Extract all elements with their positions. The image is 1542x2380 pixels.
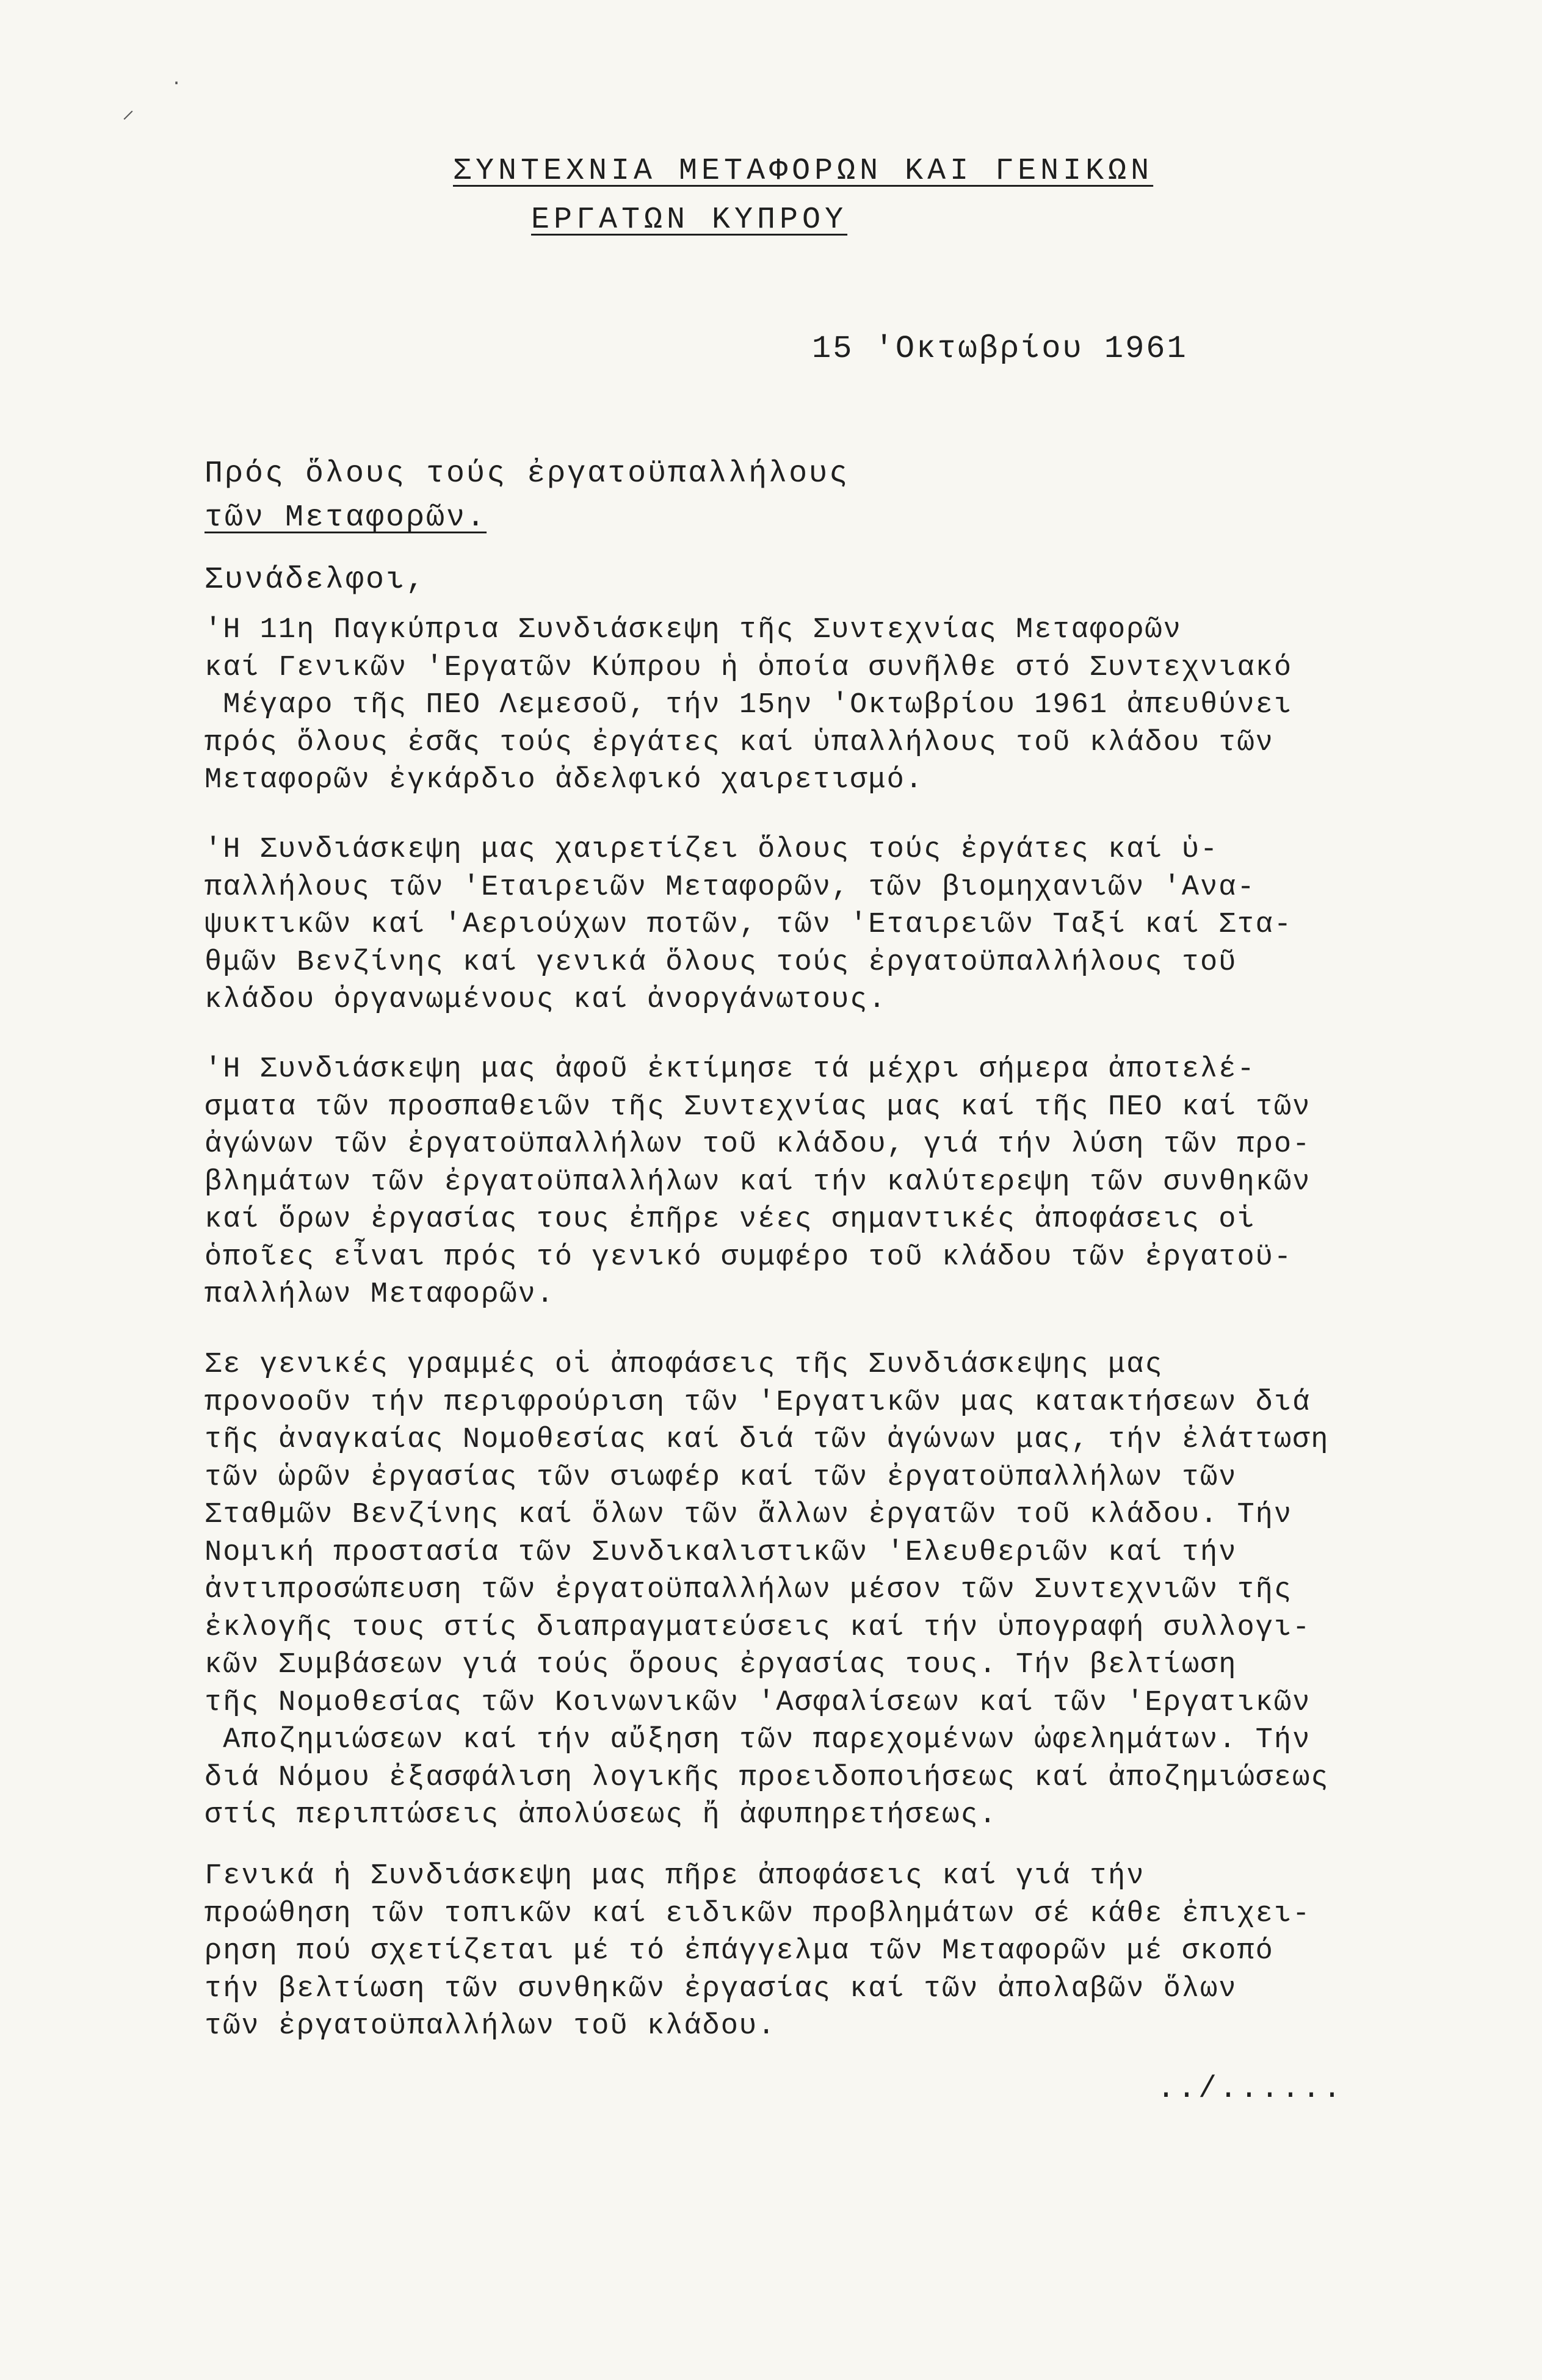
salutation: Συνάδελφοι, xyxy=(205,563,427,597)
body-paragraph-2: 'Η Συνδιάσκεψη μας χαιρετίζει ὅλους τούς ἐργάτες καί ὑ- παλλήλους τῶν 'Εταιρειῶν Μεταφορῶν, τῶν βιομηχανιῶν 'Ανα- ψυκτικῶν καί 'Αεριούχων ποτῶν, τῶν 'Εταιρειῶν Ταξί καί Στα- θμῶν Βενζίνης καί γενικά ὅλους τούς ἐργατοϋπαλλήλους τοῦ κλάδου ὀργανωμένους καί ἀνοργάνωτους. xyxy=(205,834,1293,1016)
ink-mark: ⸝ xyxy=(122,98,134,126)
body-paragraph-4: Σε γενικές γραμμές οἱ ἀποφάσεις τῆς Συνδιάσκεψης μας προνοοῦν τήν περιφρούριση τῶν 'Εργατικῶν μας κατακτήσεων διά τῆς ἀναγκαίας Νομοθεσίας καί διά τῶν ἀγώνων μας, τήν ἐλάττωση τῶν ὡρῶν ἐργασίας τῶν σιωφέρ καί τῶν ἐργατοϋπαλλήλων τῶν Σταθμῶν Βενζίνης καί ὅλων τῶν ἄλλων ἐργατῶν τοῦ κλάδου. Τήν Νομική προστασία τῶν Συνδικαλιστικῶν 'Ελευθεριῶν καί τήν ἀντιπροσώπευση τῶν ἐργατοϋπαλλήλων μέσον τῶν Συντεχνιῶν τῆς ἐκλογῆς τους στίς διαπραγματεύσεις καί τήν ὑπογραφή συλλογι- κῶν Συμβάσεων γιά τούς ὅρους ἐργασίας τους. Τήν βελτίωση τῆς Νομοθεσίας τῶν Κοινωνικῶν 'Ασφαλίσεων καί τῶν 'Εργατικῶν Αποζημιώσεων καί τήν αὔξηση τῶν παρεχομένων ὠφελημάτων. Τήν διά Νόμου ἐξασφάλιση λογικῆς προειδοποιήσεως καί ἀποζημιώσεως στίς περιπτώσεις ἀπολύσεως ἤ ἀφυπηρετήσεως. xyxy=(205,1349,1330,1831)
body-paragraph-1: 'Η 11η Παγκύπρια Συνδιάσκεψη τῆς Συντεχνίας Μεταφορῶν καί Γενικῶν 'Εργατῶν Κύπρου ἡ ὁποία συνῆλθε στό Συντεχνιακό Μέγαρο τῆς ΠΕΟ Λεμεσοῦ, τήν 15ην 'Οκτωβρίου 1961 ἀπευθύνει πρός ὅλους ἐσᾶς τούς ἐργάτες καί ὑπαλλήλους τοῦ κλάδου τῶν Μεταφορῶν ἐγκάρδιο ἀδελφικό χαιρετισμό. xyxy=(205,614,1293,796)
addressee-line-2: τῶν Μεταφορῶν. xyxy=(205,500,487,535)
page-continuation-mark: ../...... xyxy=(1157,2072,1344,2107)
organization-title-line-2: ΕΡΓΑΤΩΝ ΚΥΠΡΟΥ xyxy=(531,203,848,237)
organization-title-line-1: ΣΥΝΤΕΧΝΙΑ ΜΕΤΑΦΟΡΩΝ ΚΑΙ ΓΕΝΙΚΩΝ xyxy=(453,154,1154,189)
letter-date: 15 'Οκτωβρίου 1961 xyxy=(812,331,1188,367)
ink-mark: · xyxy=(171,73,183,94)
body-paragraph-3: 'Η Συνδιάσκεψη μας ἀφοῦ ἐκτίμησε τά μέχρι σήμερα ἀποτελέ- σματα τῶν προσπαθειῶν τῆς Συντεχνίας μας καί τῆς ΠΕΟ καί τῶν ἀγώνων τῶν ἐργατοϋπαλλήλων τοῦ κλάδου, γιά τήν λύση τῶν προ- βλημάτων τῶν ἐργατοϋπαλλήλων καί τήν καλύτερεψη τῶν συνθηκῶν καί ὅρων ἐργασίας τους ἐπῆρε νέες σημαντικές ἀποφάσεις οἱ ὁποῖες εἶναι πρός τό γενικό συμφέρο τοῦ κλάδου τῶν ἐργατοϋ- παλλήλων Μεταφορῶν. xyxy=(205,1053,1311,1311)
addressee-line-1: Πρός ὅλους τούς ἐργατοϋπαλλήλους xyxy=(205,456,850,491)
body-paragraph-5: Γενικά ἡ Συνδιάσκεψη μας πῆρε ἀποφάσεις καί γιά τήν προώθηση τῶν τοπικῶν καί ειδικῶν προβλημάτων σέ κάθε ἐπιχει- ρηση πού σχετίζεται μέ τό ἐπάγγελμα τῶν Μεταφορῶν μέ σκοπό τήν βελτίωση τῶν συνθηκῶν ἐργασίας καί τῶν ἀπολαβῶν ὅλων τῶν ἐργατοϋπαλλήλων τοῦ κλάδου. xyxy=(205,1860,1311,2043)
